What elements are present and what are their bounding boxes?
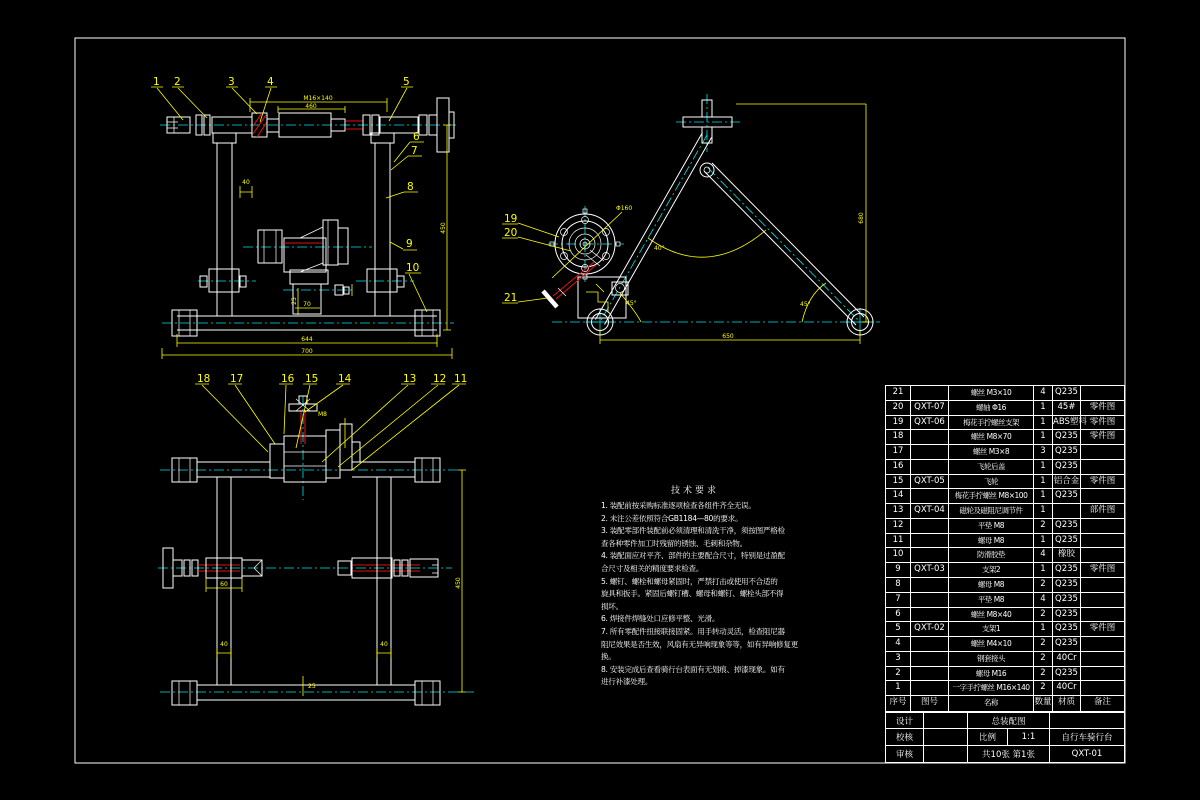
notes-line: 8. 安装完成后查看骑行台表面有无划痕、掉漆现象。如有 (601, 664, 785, 674)
bom-cell: 零件图 (1081, 622, 1124, 637)
bom-cell: Q235 (1053, 667, 1081, 682)
dim-front-mid: 25 (291, 297, 298, 305)
bom-cell (1081, 489, 1124, 504)
callout-4: 4 (267, 76, 274, 88)
bom-cell: 支架1 (949, 622, 1034, 637)
bom-cell: 防滑胶垫 (949, 548, 1034, 563)
bom-cell (1081, 652, 1124, 667)
bom-cell: 螺丝 M3×8 (949, 445, 1034, 460)
bom-cell (1081, 578, 1124, 593)
bom-cell: 零件图 (1081, 401, 1124, 416)
product-name: 自行车骑行台 (1050, 729, 1124, 745)
bom-cell: 18 (886, 430, 911, 445)
bom-cell: 零件图 (1081, 563, 1124, 578)
bom-cell (1081, 667, 1124, 682)
bom-cell: 2 (886, 667, 911, 682)
bom-cell (911, 430, 949, 445)
callout-7: 7 (411, 145, 418, 157)
bom-header-cell: 备注 (1093, 697, 1111, 708)
front-view (151, 76, 456, 359)
callout-14: 14 (338, 373, 352, 385)
bom-cell: 螺丝 M3×10 (949, 386, 1034, 401)
callout-2: 2 (174, 76, 181, 88)
bom-cell (1053, 504, 1081, 519)
callout-20: 20 (504, 227, 518, 239)
bom-cell: 14 (886, 489, 911, 504)
bom-cell: 40Cr (1053, 681, 1081, 696)
notes-line: 2. 未注公差依照符合GB1184—80的要求。 (601, 513, 743, 523)
notes-line: 阻尼效果是否生效，风扇有无异响现象等等，如有异响修复更 (601, 639, 798, 649)
bom-cell: 45# (1053, 401, 1081, 416)
bom-cell: 16 (886, 460, 911, 475)
bom-header-cell: 材质 (1053, 696, 1081, 711)
bom-cell (911, 386, 949, 401)
bom-table (885, 385, 1125, 712)
notes-line: 3. 装配零部件装配前必须清理和清洗干净，须按图严格检 (601, 526, 785, 536)
bom-header-cell: 名称 (949, 696, 1034, 711)
bom-cell: 橡胶 (1053, 548, 1081, 563)
bom-cell: 20 (886, 401, 911, 416)
bom-cell: 磁轮及磁阻尼调节件 (949, 504, 1034, 519)
bom-cell: 1 (1034, 416, 1053, 431)
bom-cell: Q235 (1053, 637, 1081, 652)
callout-13: 13 (403, 373, 417, 385)
bom-cell: 螺母 M8 (949, 534, 1034, 549)
dim-front-leg-top: 40 (242, 179, 250, 186)
bom-cell (1081, 445, 1124, 460)
callout-18: 18 (197, 373, 211, 385)
dim-side-angle-top: 40° (654, 245, 665, 252)
bom-cell: Q235 (1053, 519, 1081, 534)
bom-cell: 飞轮 (949, 475, 1034, 490)
bom-cell: Q235 (1053, 563, 1081, 578)
drawing-number: QXT-01 (1071, 748, 1103, 759)
callout-12: 12 (433, 373, 447, 385)
callout-8: 8 (407, 181, 414, 193)
bom-header-cell: 数量 (1034, 696, 1053, 711)
scale-value: 1:1 (1008, 729, 1050, 745)
notes-line: 查各种零件加工时残留的锈蚀、毛刺和杂物。 (601, 538, 747, 548)
bom-cell (1081, 548, 1124, 563)
notes-line: 4. 装配面应对平齐、部件的主要配合尺寸，特别是过盈配 (601, 551, 785, 561)
dim-plan-rod: 60 (220, 581, 228, 588)
callout-15: 15 (305, 373, 319, 385)
dim-front-top-outer: M16×140 (303, 95, 333, 102)
design-label: 设计 (886, 713, 924, 729)
plan-view (158, 373, 474, 705)
bom-cell: 4 (1034, 386, 1053, 401)
bom-cell: 1 (1034, 534, 1053, 549)
notes-line: 5. 螺钉、螺栓和螺母紧固时，严禁打击或使用不合适的 (601, 576, 778, 586)
bom-cell: 15 (886, 475, 911, 490)
side-view (502, 94, 880, 344)
bom-cell: 梅花手拧螺丝 M8×100 (949, 489, 1034, 504)
bom-cell: 2 (1034, 578, 1053, 593)
bom-cell: 1 (1034, 622, 1053, 637)
bom-cell: 1 (1034, 460, 1053, 475)
bom-cell: 2 (1034, 637, 1053, 652)
callout-11: 11 (454, 373, 468, 385)
dim-side-right: 680 (858, 212, 865, 224)
bom-cell (1081, 460, 1124, 475)
bom-cell: 平垫 M8 (949, 519, 1034, 534)
bom-cell: 17 (886, 445, 911, 460)
bom-cell: 5 (886, 622, 911, 637)
bom-cell: 1 (1034, 430, 1053, 445)
bom-cell: Q235 (1053, 445, 1081, 460)
bom-cell (1081, 637, 1124, 652)
callout-3: 3 (228, 76, 235, 88)
bom-cell (911, 460, 949, 475)
bom-cell: QXT-06 (911, 416, 949, 431)
bom-cell: 3 (1034, 445, 1053, 460)
notes-line: 7. 所有零配件扭接联接固紧。用手转动灵活，检查阻尼器 (601, 626, 785, 636)
bom-cell: 40Cr (1053, 652, 1081, 667)
bom-cell: 11 (886, 534, 911, 549)
dim-side-angle-left: 45° (626, 300, 637, 307)
dim-side-flywheel: Φ160 (616, 205, 633, 212)
callout-1: 1 (153, 76, 160, 88)
bom-cell (1081, 519, 1124, 534)
dim-front-right: 450 (440, 222, 447, 234)
bom-cell: 7 (886, 593, 911, 608)
design-value (924, 713, 968, 729)
bom-cell: 10 (886, 548, 911, 563)
bom-cell: 螺丝 M4×10 (949, 637, 1034, 652)
check-label: 校核 (886, 729, 924, 745)
callout-6: 6 (413, 131, 420, 143)
bom-header-cell: 序号 (886, 696, 911, 711)
notes-line: 旋具和扳手。紧固后螺钉槽、螺母和螺钉、螺栓头部不得 (601, 589, 784, 599)
bom-cell: 12 (886, 519, 911, 534)
bom-cell: 1 (1034, 401, 1053, 416)
notes-line: 合尺寸及相关的精度要求检查。 (601, 563, 704, 573)
bom-cell: 飞轮后盖 (949, 460, 1034, 475)
bom-cell: Q235 (1053, 489, 1081, 504)
audit-label: 审核 (886, 746, 924, 762)
bom-cell: QXT-05 (911, 475, 949, 490)
callout-17: 17 (230, 373, 244, 385)
bom-cell: 6 (886, 608, 911, 623)
bom-cell: 螺母 M16 (949, 667, 1034, 682)
bom-cell: 2 (1034, 608, 1053, 623)
bom-cell: 1 (1034, 475, 1053, 490)
bom-cell: 3 (886, 652, 911, 667)
bom-cell (1081, 608, 1124, 623)
bom-cell (911, 593, 949, 608)
bom-cell: ABS塑料 (1053, 416, 1081, 431)
bom-cell (911, 534, 949, 549)
bom-cell (911, 445, 949, 460)
bom-cell: Q235 (1053, 578, 1081, 593)
bom-cell: 零件图 (1081, 416, 1124, 431)
bom-cell: 9 (886, 563, 911, 578)
drawing-title: 总装配图 (968, 713, 1050, 729)
technical-notes (601, 483, 798, 689)
bom-cell: 零件图 (1081, 430, 1124, 445)
bom-cell: 1 (1034, 504, 1053, 519)
bom-cell (1081, 681, 1124, 696)
bom-cell: 部件图 (1081, 504, 1124, 519)
bom-cell: QXT-07 (911, 401, 949, 416)
dim-plan-screw: M8 (318, 411, 327, 418)
bom-cell: QXT-04 (911, 504, 949, 519)
notes-line: 换。 (601, 652, 616, 662)
scale-label: 比例 (968, 729, 1008, 745)
bom-cell: 梅花手拧螺丝支架 (949, 416, 1034, 431)
bom-cell: 2 (1034, 652, 1053, 667)
bom-cell: 螺母 M8 (949, 578, 1034, 593)
bom-cell (911, 637, 949, 652)
bom-cell (911, 489, 949, 504)
bom-cell: 4 (1034, 548, 1053, 563)
bom-cell: Q235 (1053, 593, 1081, 608)
bom-cell (1081, 534, 1124, 549)
dim-front-bottom-inner: 644 (301, 336, 313, 343)
bom-cell (911, 652, 949, 667)
bom-cell: 1 (886, 681, 911, 696)
bom-cell: 1 (1034, 563, 1053, 578)
bom-cell: Q235 (1053, 460, 1081, 475)
bom-cell (911, 681, 949, 696)
bom-cell: QXT-02 (911, 622, 949, 637)
bom-cell (1081, 386, 1124, 401)
notes-line: 损坏。 (601, 601, 623, 611)
bom-cell (911, 578, 949, 593)
callout-10: 10 (406, 262, 420, 274)
dim-front-bottom-outer: 700 (301, 348, 313, 355)
bom-cell (911, 667, 949, 682)
dim-plan-tube-left: 40 (220, 641, 228, 648)
bom-cell: 19 (886, 416, 911, 431)
dim-plan-tube-right: 40 (380, 641, 388, 648)
bom-cell: 2 (1034, 519, 1053, 534)
bom-cell: 铝合金 (1053, 475, 1081, 490)
bom-cell: 4 (886, 637, 911, 652)
bom-cell: 螺丝 M8×40 (949, 608, 1034, 623)
callout-9: 9 (406, 238, 413, 250)
bom-cell: 零件图 (1081, 475, 1124, 490)
callout-5: 5 (403, 76, 410, 88)
title-row1-blank (1050, 713, 1124, 729)
front-view-callouts (151, 76, 427, 312)
bom-cell: 螺轴 Φ16 (949, 401, 1034, 416)
callout-16: 16 (281, 373, 295, 385)
bom-cell: Q235 (1053, 386, 1081, 401)
bom-cell: 钢套接头 (949, 652, 1034, 667)
plan-view-callouts (195, 373, 467, 470)
bom-cell: 4 (1034, 593, 1053, 608)
check-value (924, 729, 968, 745)
sheet-info: 共10张 第1张 (968, 746, 1050, 762)
callout-21: 21 (504, 292, 518, 304)
dim-side-bottom: 650 (722, 333, 734, 340)
notes-line: 1. 装配前按采购标准逐项检查各组件齐全无误。 (601, 501, 756, 510)
bom-cell: QXT-03 (911, 563, 949, 578)
bom-cell: Q235 (1053, 608, 1081, 623)
bom-cell: Q235 (1053, 622, 1081, 637)
bom-cell: 支架2 (949, 563, 1034, 578)
bom-cell (911, 608, 949, 623)
bom-cell: 螺丝 M8×70 (949, 430, 1034, 445)
notes-title: 技术要求 (670, 486, 719, 496)
dim-side-angle-right: 45° (800, 301, 811, 308)
bom-cell: Q235 (1053, 430, 1081, 445)
bom-cell: 一字手拧螺丝 M16×140 (949, 681, 1034, 696)
bom-cell (1081, 593, 1124, 608)
dim-front-clamp: 70 (303, 301, 311, 308)
bom-cell: Q235 (1053, 534, 1081, 549)
bom-cell: 1 (1034, 489, 1053, 504)
bom-cell (911, 519, 949, 534)
dim-plan-center: 25 (308, 683, 316, 690)
bom-cell: 2 (1034, 681, 1053, 696)
audit-value (924, 746, 968, 762)
bom-cell: 8 (886, 578, 911, 593)
bom-cell: 2 (1034, 667, 1053, 682)
bom-cell (911, 548, 949, 563)
bom-cell: 平垫 M8 (949, 593, 1034, 608)
dim-plan-right: 450 (455, 577, 462, 589)
dim-front-top-inner: 460 (305, 103, 317, 110)
notes-line: 6. 焊接件焊缝处口应修平整、光滑。 (601, 614, 720, 624)
title-block (885, 712, 1125, 763)
notes-line: 进行补漆处理。 (601, 677, 653, 687)
bom-header-cell: 图号 (911, 696, 949, 711)
callout-19: 19 (504, 213, 518, 225)
bom-cell: 21 (886, 386, 911, 401)
bom-cell: 13 (886, 504, 911, 519)
